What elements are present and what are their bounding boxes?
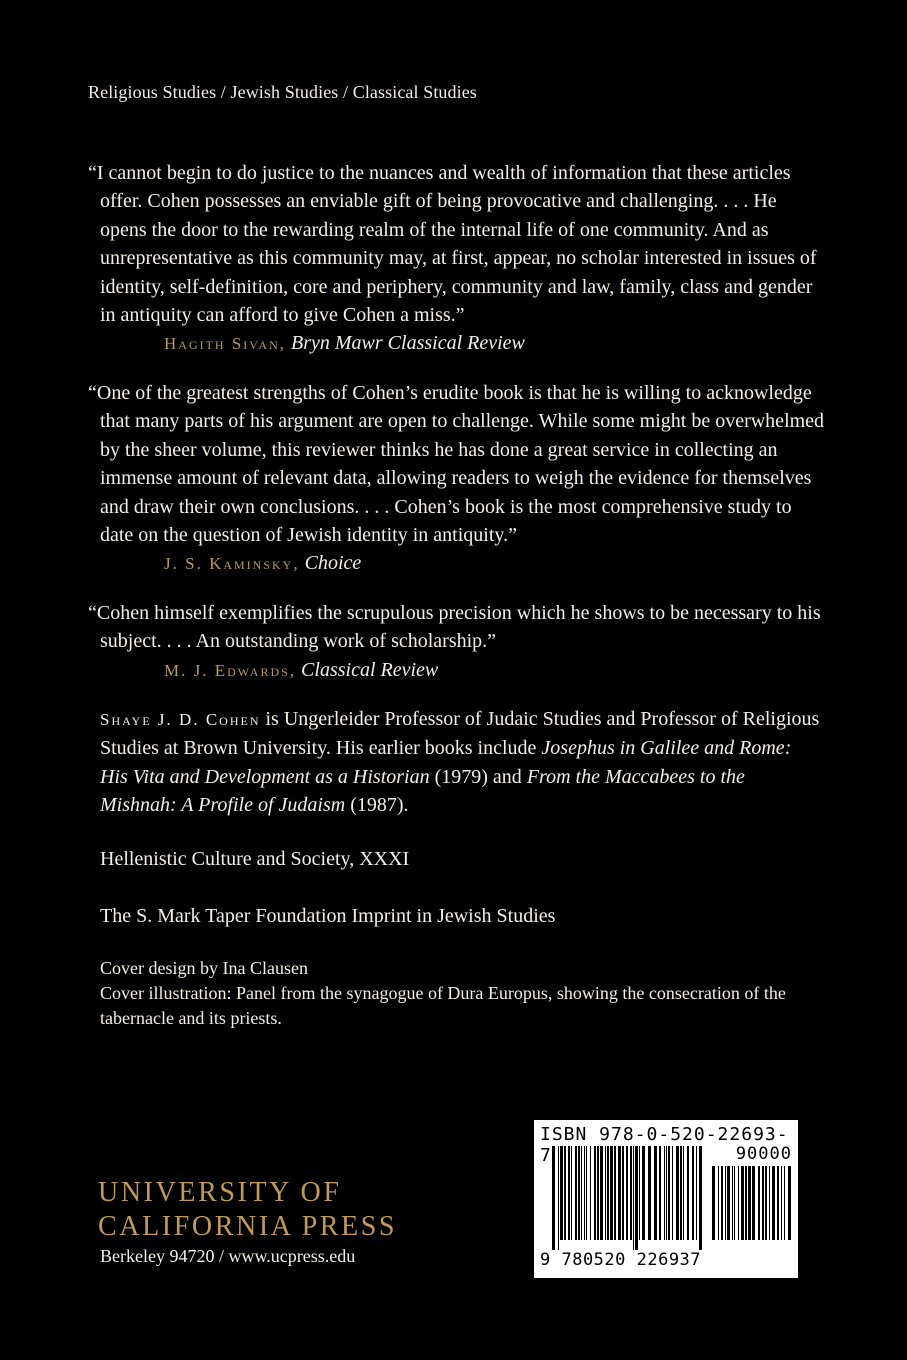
review-quote-3 (88, 599, 828, 685)
imprint-line: The S. Mark Taper Foundation Imprint in Jewish Studies (100, 905, 556, 927)
quote-attribution (88, 329, 828, 358)
quote-text: “One of the greatest strengths of Cohen’s erudite book is that he is willing to acknowledge that many parts of his argument are open to challenge. While some might be overwhelmed by the sheer volume, this reviewer thinks he has done a great service in collecting an immense amount of relevant data, allowing readers to weigh the evidence for themselves and draw their own conclusions. . . . Cohen’s book is the most comprehensive study to date on the question of Jewish identity in antiquity.” (88, 382, 825, 547)
quote-text: “Cohen himself exemplifies the scrupulous precision which he shows to be necessary to his subject. . . . An outstanding work of scholarship.” (88, 602, 821, 653)
category-line: Religious Studies / Jewish Studies / Classical Studies (88, 82, 477, 102)
cover-design-credit: Cover design by Ina Clausen (100, 958, 308, 978)
cover-illustration-credit: Cover illustration: Panel from the synagogue of Dura Europus, showing the consecration of the tabernacle and its priests. (100, 983, 786, 1028)
book-title: Josephus in Galilee and Rome: His Vita and Development as a Historian (100, 737, 792, 788)
publisher-logo (98, 1176, 397, 1244)
reviewer-name: Hagith Sivan, (164, 334, 287, 354)
isbn-barcode (534, 1120, 798, 1278)
reviewer-name: J. S. Kaminsky, (164, 554, 300, 574)
price-code: 90000 (735, 1144, 792, 1164)
barcode-bars (552, 1146, 702, 1250)
cover-credits (100, 956, 820, 1031)
review-source: Classical Review (301, 658, 439, 681)
review-quote-1 (88, 159, 828, 359)
author-name: Shaye J. D. Cohen (100, 710, 261, 729)
series-line: Hellenistic Culture and Society, XXXI (100, 848, 410, 870)
bio-text: is Ungerleider Professor of Judaic Studies and Professor of Religious Studies at Brown University. His earlier books include (100, 708, 820, 760)
review-quote-2 (88, 379, 828, 579)
review-source: Choice (304, 552, 362, 575)
bio-text: (1979) and (429, 765, 527, 788)
review-source: Bryn Mawr Classical Review (291, 332, 525, 355)
quote-attribution (88, 549, 828, 578)
quote-attribution (88, 656, 828, 685)
book-title: From the Maccabees to the Mishnah: A Profile of Judaism (100, 765, 745, 817)
publisher-name-line1: UNIVERSITY OF (98, 1177, 342, 1208)
reviewer-name: M. J. Edwards, (164, 660, 297, 680)
isbn-digits: 9 780520 226937 (540, 1250, 702, 1270)
publisher-name-line2: CALIFORNIA PRESS (98, 1211, 398, 1242)
price-barcode-bars (712, 1166, 792, 1250)
quote-text: “I cannot begin to do justice to the nuances and wealth of information that these articles offer. Cohen possesses an enviable gift of being provocative and challenging. . . . He opens the door to the rewarding realm of the internal life of one community. And as unrepresentative as this community may, at first, appear, no scholar interested in issues of identity, self-definition, core and periphery, community and law, family, class and gender in antiquity can afford to give Cohen a miss.” (88, 162, 817, 327)
isbn-label: ISBN 978-0-520-22693-7 (540, 1124, 789, 1166)
author-bio (100, 705, 820, 820)
bio-text: (1987). (345, 794, 409, 817)
publisher-address: Berkeley 94720 / www.ucpress.edu (100, 1246, 356, 1266)
